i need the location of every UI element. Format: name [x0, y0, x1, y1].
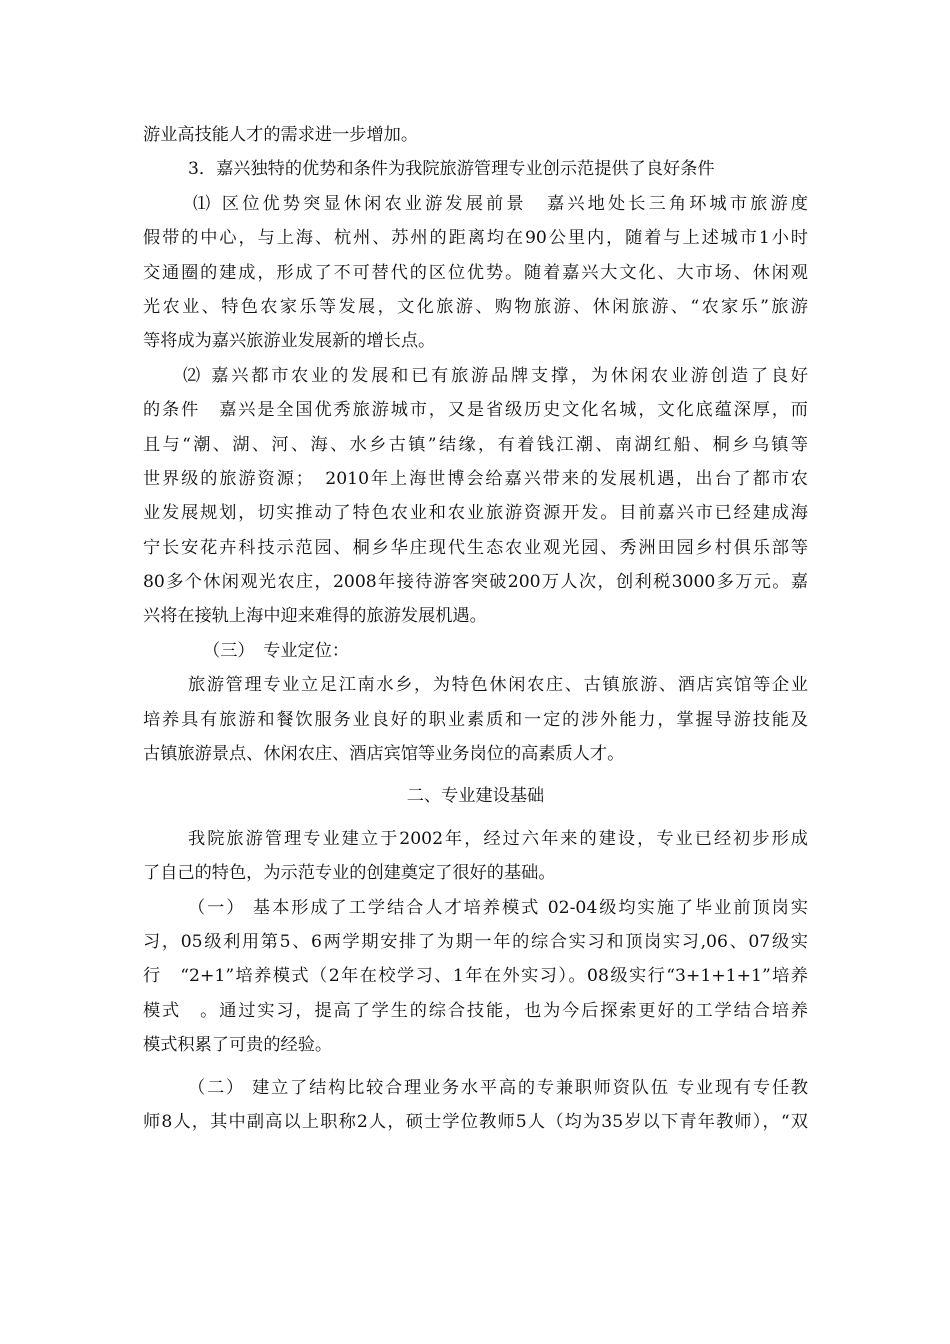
text-line: 宁长安花卉科技示范园、桐乡华庄现代生态农业观光园、秀洲田园乡村俱乐部等: [143, 537, 808, 558]
text-line: 3．嘉兴独特的优势和条件为我院旅游管理专业创示范提供了良好条件: [188, 159, 715, 180]
paragraph-continuation: [143, 118, 808, 152]
text-line: 培养具有旅游和餐饮服务业良好的职业素质和一定的涉外能力，掌握导游技能及: [143, 709, 808, 730]
document-page: [143, 118, 808, 1139]
text-line: 世界级的旅游资源； 2010年上海世博会给嘉兴带来的发展机遇，出台了都市农: [143, 468, 808, 489]
text-line: 80多个休闲观光农庄，2008年接待游客突破200万人次，创利税3000多万元。嘉: [143, 572, 808, 593]
text-line: 模式积累了可贵的经验。: [143, 1035, 333, 1056]
paragraph-foundation-intro: [143, 822, 808, 891]
text-line: 兴将在接轨上海中迎来难得的旅游发展机遇。: [143, 606, 487, 627]
text-line: 光农业、特色农家乐等发展，文化旅游、购物旅游、休闲旅游、“农家乐”旅游: [143, 296, 808, 317]
paragraph-faculty: [143, 1071, 808, 1140]
text-line: （三） 专业定位：: [203, 640, 350, 661]
text-line: 我院旅游管理专业建立于2002年，经过六年来的建设，专业已经初步形成: [188, 828, 808, 849]
text-line: 古镇旅游景点、休闲农庄、酒店宾馆等业务岗位的高素质人才。: [143, 744, 625, 765]
subheading-positioning: [143, 634, 808, 668]
text-line: 游业高技能人才的需求进一步增加。: [143, 125, 419, 145]
text-line: 旅游管理专业立足江南水乡，为特色休闲农庄、古镇旅游、酒店宾馆等企业: [188, 675, 808, 696]
text-line: ⑴ 区位优势突显休闲农业游发展前景 嘉兴地处长三角环城市旅游度: [193, 193, 808, 214]
text-line: 业发展规划，切实推动了特色农业和农业旅游资源开发。目前嘉兴市已经建成海: [143, 503, 808, 524]
text-line: （一） 基本形成了工学结合人才培养模式 02-04级均实施了毕业前顶岗实: [188, 897, 808, 918]
text-line: 模式 。通过实习，提高了学生的综合技能，也为今后探索更好的工学结合培养: [143, 1000, 808, 1021]
text-line: 假带的中心，与上海、杭州、苏州的距离均在90公里内，随着与上述城市1小时: [143, 228, 808, 249]
text-line: 等将成为嘉兴旅游业发展新的增长点。: [143, 331, 436, 352]
section-title: 二、专业建设基础: [406, 786, 545, 807]
text-line: （二） 建立了结构比较合理业务水平高的专兼职师资队伍 专业现有专任教: [188, 1077, 808, 1098]
paragraph-urban-agriculture: [143, 359, 808, 634]
text-line: 的条件 嘉兴是全国优秀旅游城市，又是省级历史文化名城，文化底蕴深厚，而: [143, 400, 808, 421]
text-line: 师8人，其中副高以上职称2人，硕士学位教师5人（均为35岁以下青年教师），“双: [143, 1111, 808, 1132]
text-line: 且与“潮、湖、河、海、水乡古镇”结缘，有着钱江潮、南湖红船、桐乡乌镇等: [143, 434, 808, 455]
text-line: 行 “2+1”培养模式（2年在校学习、1年在外实习）。08级实行“3+1+1+1”培养: [143, 966, 808, 987]
paragraph-section-3-title: [143, 152, 808, 186]
text-line: 了自己的特色，为示范专业的创建奠定了很好的基础。: [143, 863, 556, 884]
section-heading: [143, 779, 808, 813]
paragraph-positioning: [143, 668, 808, 771]
text-line: ⑵ 嘉兴都市农业的发展和已有旅游品牌支撑，为休闲农业游创造了良好: [183, 365, 808, 386]
paragraph-work-study-model: [143, 891, 808, 1063]
text-line: 交通圈的建成，形成了不可替代的区位优势。随着嘉兴大文化、大市场、休闲观: [143, 262, 808, 283]
text-line: 习，05级利用第5、6两学期安排了为期一年的综合实习和顶岗实习,06、07级实: [143, 931, 808, 952]
paragraph-location-advantage: [143, 187, 808, 359]
